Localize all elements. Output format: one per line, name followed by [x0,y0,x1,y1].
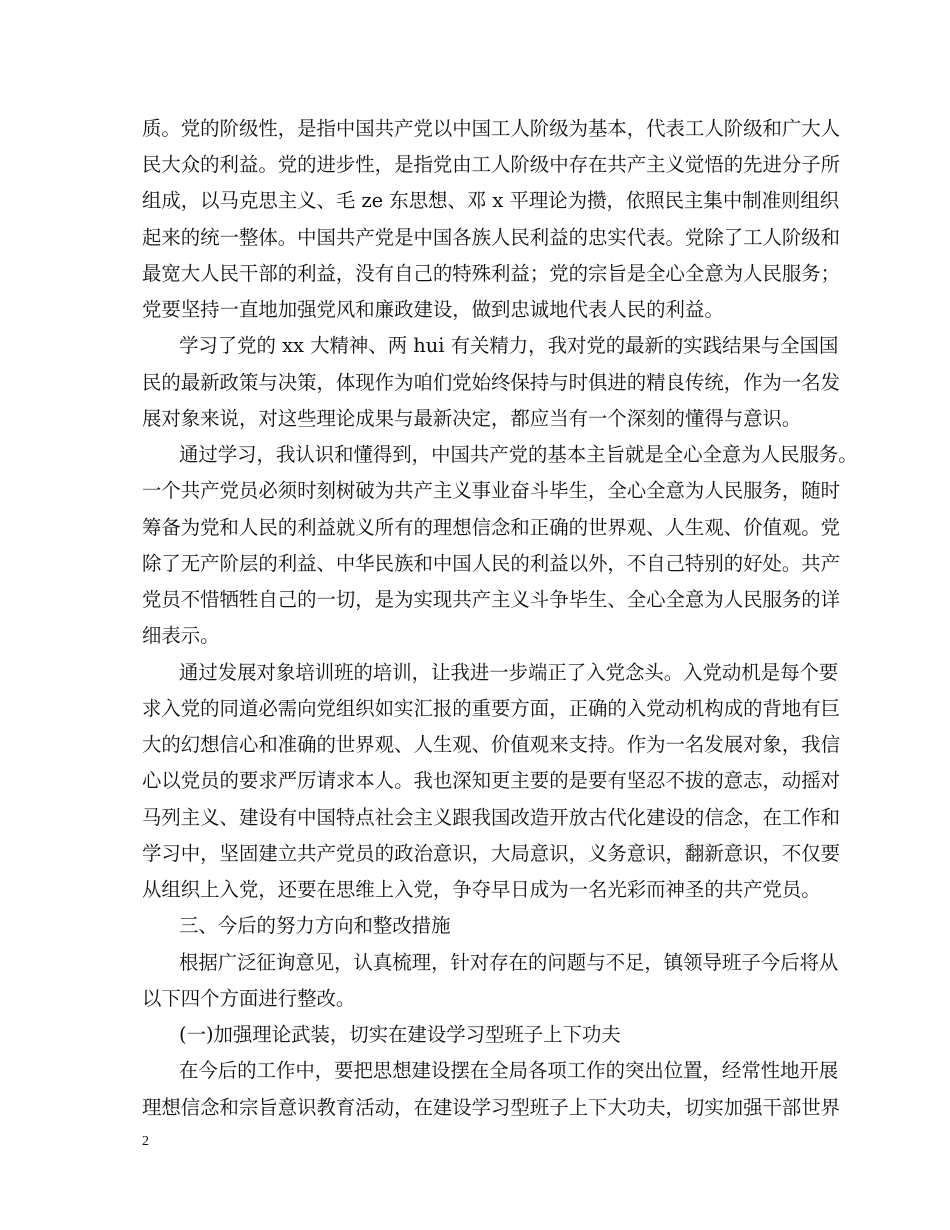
paragraph-first-line: 学习了党的 xx 大精神、两 hui 有关精力，我对党的最新的实践结果与全国国 [179,334,839,357]
text-line: 细表示。 [142,624,220,647]
text-line: 展对象来说，对这些理论成果与最新决定，都应当有一个深刻的懂得与意识。 [142,407,802,430]
text-line: 从组织上入党，还要在思维上入党，争夺早日成为一名光彩而神圣的共产党员。 [142,878,821,901]
paragraph-first-line: 根据广泛征询意见，认真梳理，针对存在的问题与不足，镇领导班子今后将从 [179,951,839,974]
text-line: 党要坚持一直地加强党风和廉政建设，做到忠诚地代表人民的利益。 [142,298,724,321]
text-line: 一个共产党员必须时刻树破为共产主义事业奋斗毕生，全心全意为人民服务，随时 [142,479,841,502]
text-line: 马列主义、建设有中国特点社会主义跟我国改造开放古代化建设的信念，在工作和 [142,806,841,829]
text-line: 最宽大人民干部的利益，没有自己的特殊利益；党的宗旨是全心全意为人民服务； [142,262,841,285]
text-line: 以下四个方面进行整改。 [142,987,356,1010]
page-number: 2 [142,1134,149,1149]
text-line: 理想信念和宗旨意识教育活动，在建设学习型班子上下大功夫，切实加强干部世界 [142,1096,841,1119]
paragraph-first-line: 通过发展对象培训班的培训，让我进一步端正了入党念头。入党动机是每个要 [179,661,839,684]
text-line: 民大众的利益。党的进步性，是指党由工人阶级中存在共产主义觉悟的先进分子所 [142,153,841,176]
subsection-heading: (一)加强理论武装，切实在建设学习型班子上下功夫 [179,1023,621,1046]
text-line: 质。党的阶级性，是指中国共产党以中国工人阶级为基本，代表工人阶级和广大人 [142,117,841,140]
paragraph-first-line: 在今后的工作中，要把思想建设摆在全局各项工作的突出位置，经常性地开展 [179,1059,839,1082]
text-line: 民的最新政策与决策，体现作为咱们党始终保持与时俱进的精良传统，作为一名发 [142,371,841,394]
paragraph-first-line: 通过学习，我认识和懂得到，中国共产党的基本主旨就是全心全意为人民服务。 [179,443,858,466]
text-line: 除了无产阶层的利益、中华民族和中国人民的利益以外，不自己特别的好处。共产 [142,552,841,575]
text-line: 心以党员的要求严厉请求本人。我也深知更主要的是要有坚忍不拔的意志，动摇对 [142,769,841,792]
text-line: 大的幻想信心和准确的世界观、人生观、价值观来支持。作为一名发展对象，我信 [142,733,841,756]
text-line: 学习中，坚固建立共产党员的政治意识，大局意识，义务意识，翻新意识，不仅要 [142,842,841,865]
section-heading: 三、今后的努力方向和整改措施 [179,914,451,937]
text-line: 党员不惜牺牲自己的一切，是为实现共产主义斗争毕生、全心全意为人民服务的详 [142,588,841,611]
text-line: 组成，以马克思主义、毛 ze 东思想、邓 x 平理论为攒，依照民主集中制准则组织 [142,189,840,212]
text-line: 筹备为党和人民的利益就义所有的理想信念和正确的世界观、人生观、价值观。党 [142,516,841,539]
text-line: 起来的统一整体。中国共产党是中国各族人民利益的忠实代表。党除了工人阶级和 [142,226,841,249]
text-line: 求入党的同道必需向党组织如实汇报的重要方面，正确的入党动机构成的背地有巨 [142,697,841,720]
